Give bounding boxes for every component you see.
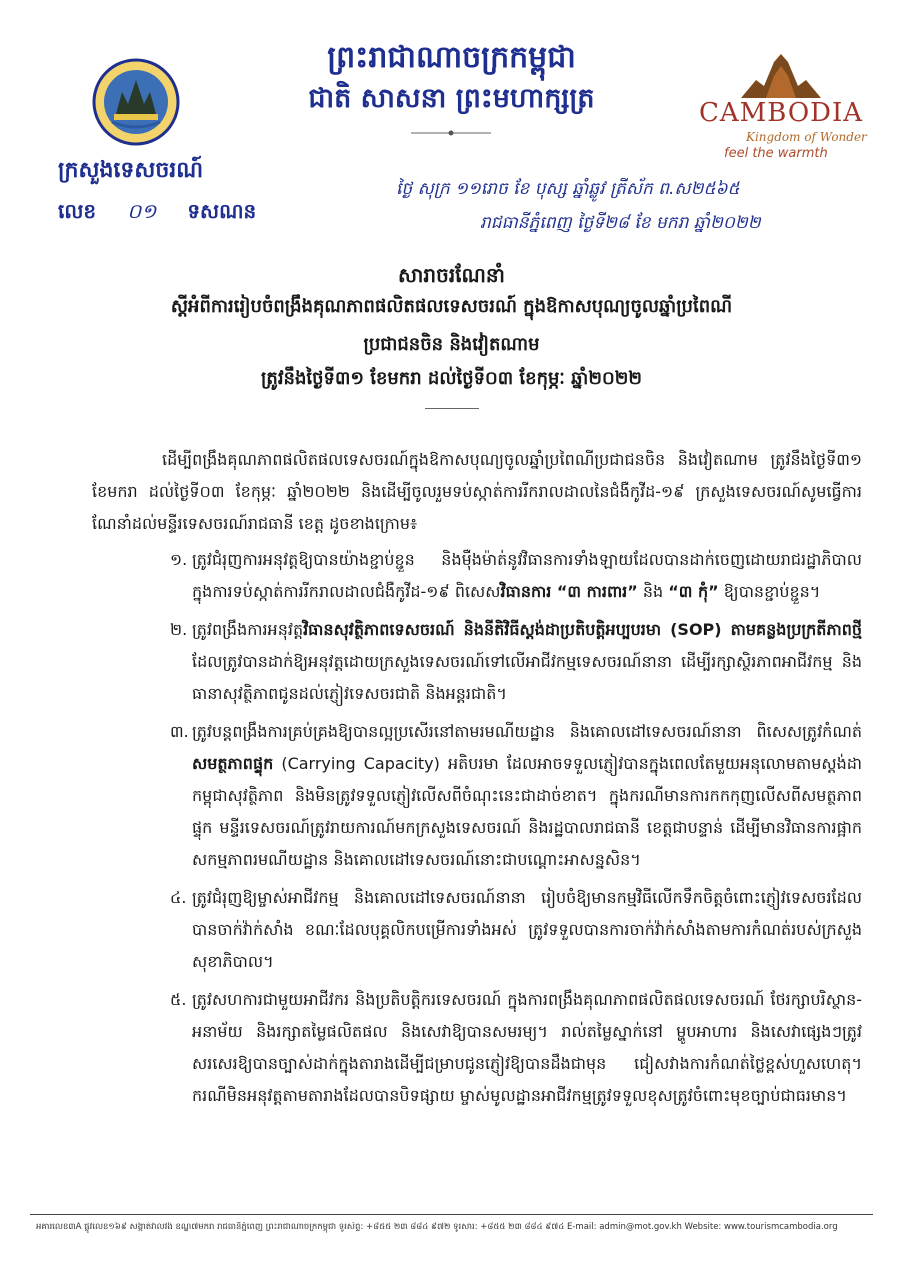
- reference-number: ០១: [127, 199, 157, 223]
- item-emphasis: វិធានការ “៣ ការពារ”: [500, 582, 638, 601]
- list-item: [92, 614, 862, 710]
- document-type: សារាចរណែនាំ: [398, 263, 505, 287]
- solar-date: រាជធានីភ្នំពេញ ថ្ងៃទី២៨ ខែ មករា ឆ្នាំ២០២២: [480, 213, 761, 233]
- brand-subtitle: Kingdom of Wonder: [746, 130, 867, 144]
- reference-number-line: [58, 198, 256, 228]
- item-emphasis: “៣ កុំ”: [668, 582, 719, 601]
- document-title-line-1: ស្តីអំពីការរៀបចំពង្រឹងគុណភាពផលិតផលទេសចរណ៍ ក្នុងឱកាសបុណ្យចូលឆ្នាំប្រពៃណី: [170, 296, 733, 317]
- item-number: ៥.: [170, 990, 187, 1009]
- item-text: ត្រូវជំរុញការអនុវត្តឱ្យបានយ៉ាងខ្ជាប់ខ្ជួន និងម៉ឺងម៉ាត់នូវវិធានការទាំងឡាយដែលបានដាក់ចេញដោយរាជរដ្ឋាភិបាល ក្នុងការទប់ស្កាត់ការរីករាលដាលជំងឺកូវីដ-១៩ ពិសេស: [192, 550, 862, 601]
- item-number: ១.: [170, 550, 188, 569]
- intro-paragraph: ដើម្បីពង្រឹងគុណភាពផលិតផលទេសចរណ៍ក្នុងឱកាសបុណ្យចូលឆ្នាំប្រពៃណីប្រជាជនចិន និងវៀតណាម ត្រូវនឹងថ្ងៃទី៣១ ខែមករា ដល់ថ្ងៃទី០៣ ខែកុម្ភៈ ឆ្នាំ២០២២ និងដើម្បីចូលរួមទប់ស្កាត់ការរីករាលដាលនៃជំងឺកូវីដ-១៩ ក្រសួងទេសចរណ៍សូមធ្វើការណែនាំដល់មន្ទីរទេសចរណ៍រាជធានី ខេត្ត ដូចខាងក្រោម៖: [92, 450, 862, 533]
- reference-suffix: ទសណន: [187, 199, 257, 223]
- title-divider: [425, 408, 479, 409]
- cambodia-brand-logo: [686, 52, 876, 164]
- list-item: [92, 984, 862, 1112]
- item-text: ដែលត្រូវបានដាក់ឱ្យអនុវត្តដោយក្រសួងទេសចរណ៍ទៅលើអាជីវកម្មទេសចរណ៍នានា ដើម្បីរក្សាស្ថិរភាពអាជីវកម្ម និងធានាសុវត្ថិភាពជូនដល់ភ្ញៀវទេសចរជាតិ និងអន្តរជាតិ។: [192, 652, 862, 703]
- national-motto: ជាតិ សាសនា ព្រះមហាក្សត្រ: [308, 83, 595, 114]
- list-item: [92, 882, 862, 978]
- instruction-list: [92, 544, 862, 1112]
- document-title-line-2: ប្រជាជនចិន និងវៀតណាម: [363, 334, 540, 355]
- item-text: ត្រូវពង្រឹងការអនុវត្ត: [192, 620, 304, 639]
- reference-label: លេខ: [58, 199, 97, 223]
- footer-contact: អគារលេខ៣A ផ្លូវលេខ១៦៩ សង្កាត់វាលវង់ ខណ្ឌ៧មករា រាជធានីភ្នំពេញ ព្រះរាជាណាចក្រកម្ពុជា ទូរស័ព្ទ: +៨៥៥ ២៣ ៨៨៤ ៩៧២ ទូរសារ: +៨៥៥ ២៣ ៨៨៤ ៩៧៤ E-mail: admin@mot.gov.kh Website: www.tourismcambodia.org: [36, 1222, 838, 1232]
- item-text: ត្រូវសហការជាមួយអាជីវករ និងប្រតិបត្តិករទេសចរណ៍ ក្នុងការពង្រឹងគុណភាពផលិតផលទេសចរណ៍ ថែរក្សាបរិស្ថាន-អនាម័យ និងរក្សាតម្លៃផលិតផល និងសេវាឱ្យបានសមរម្យ។ រាល់តម្លៃស្នាក់នៅ ម្ហូបអាហារ និងសេវាផ្សេងៗត្រូវសរសេរឱ្យបានច្បាស់ដាក់ក្នុងតារាងដើម្បីជម្រាបជូនភ្ញៀវឱ្យបានដឹងជាមុន ជៀសវាងការកំណត់ថ្លៃខ្ពស់ហួសហេតុ។ ករណីមិនអនុវត្តតាមតារាងដែលបានបិទផ្សាយ ម្ចាស់មូលដ្ឋានអាជីវកម្មត្រូវទទួលខុសត្រូវចំពោះមុខច្បាប់ជាធរមាន។: [192, 990, 862, 1105]
- item-text: និង: [637, 582, 669, 601]
- list-item: [92, 544, 862, 608]
- item-emphasis: សមត្ថភាពផ្ទុក: [192, 754, 274, 773]
- item-number: ២.: [170, 620, 188, 639]
- item-number: ៣.: [170, 722, 189, 741]
- brand-title: CAMBODIA: [698, 98, 864, 128]
- document-title-line-3: ត្រូវនឹងថ្ងៃទី៣១ ខែមករា ដល់ថ្ងៃទី០៣ ខែកុម្ភៈ ឆ្នាំ២០២២: [261, 368, 642, 389]
- item-text: ត្រូវជំរុញឱ្យម្ចាស់អាជីវកម្ម និងគោលដៅទេសចរណ៍នានា រៀបចំឱ្យមានកម្មវិធីលើកទឹកចិត្តចំពោះភ្ញៀវទេសចរដែលបានចាក់វ៉ាក់សាំង ខណៈដែលបុគ្គលិកបម្រើការទាំងអស់ ត្រូវទទួលបានការចាក់វ៉ាក់សាំងតាមការកំណត់របស់ក្រសួងសុខាភិបាល។: [192, 888, 862, 971]
- item-emphasis: វិធានសុវត្ថិភាពទេសចរណ៍ និងនីតិវិធីស្តង់ដាប្រតិបត្តិអប្បបរមា (SOP) តាមគន្លងប្រក្រតីភាពថ្មី: [303, 620, 862, 639]
- item-text: ត្រូវបន្តពង្រឹងការគ្រប់គ្រងឱ្យបានល្អប្រសើរនៅតាមរមណីយដ្ឋាន និងគោលដៅទេសចរណ៍នានា ពិសេសត្រូវកំណត់: [192, 722, 862, 741]
- brand-tagline: feel the warmth: [724, 146, 828, 161]
- item-number: ៤.: [170, 888, 187, 907]
- footer-divider: [30, 1214, 873, 1215]
- document-body: [92, 444, 862, 1118]
- item-text: ឱ្យបានខ្ជាប់ខ្ជួន។: [718, 582, 821, 601]
- header-ornament: [411, 128, 491, 138]
- ministry-name: ក្រសួងទេសចរណ៍: [58, 157, 204, 183]
- list-item: [92, 716, 862, 876]
- kingdom-heading: ព្រះរាជាណាចក្រកម្ពុជា: [327, 40, 576, 75]
- lunar-date: ថ្ងៃ សុក្រ ១១រោច ខែ បុស្ស ឆ្នាំឆ្លូវ ត្រីស័ក ព.ស២៥៦៥: [396, 179, 740, 199]
- item-text: (Carrying Capacity) អតិបរមា ដែលអាចទទួលភ្ញៀវបានក្នុងពេលតែមួយអនុលោមតាមស្តង់ដាកម្ពុជាសុវត្ថិភាព និងមិនត្រូវទទួលភ្ញៀវលើសពីចំណុះនេះជាដាច់ខាត។ ក្នុងករណីមានការកកកុញលើសពីសមត្ថភាពផ្ទុក មន្ទីរទេសចរណ៍ត្រូវរាយការណ៍មកក្រសួងទេសចរណ៍ និងរដ្ឋបាលរាជធានី ខេត្តជាបន្ទាន់ ដើម្បីមានវិធានការផ្អាកសកម្មភាពរមណីយដ្ឋាន និងគោលដៅទេសចរណ៍នោះជាបណ្តោះអាសន្នសិន។: [192, 754, 862, 869]
